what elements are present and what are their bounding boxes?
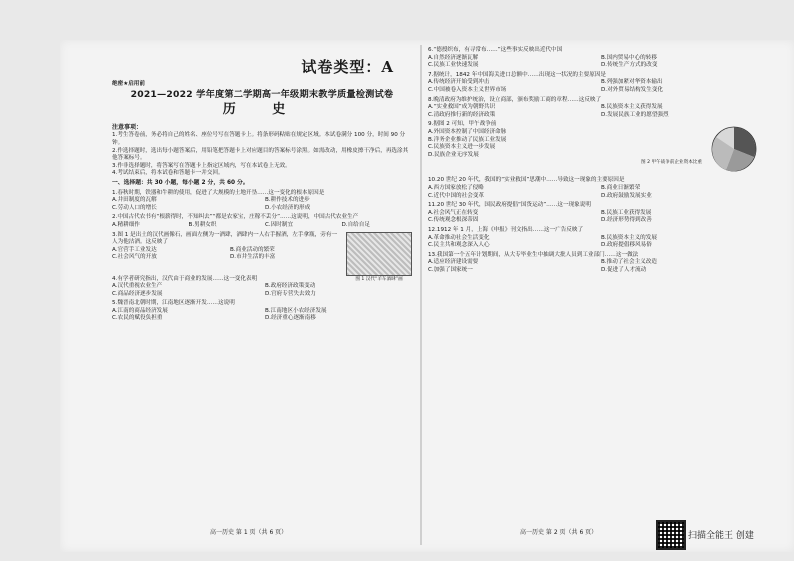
option: B.耕作技术的进步 <box>265 197 310 204</box>
question-stem: 1.春秋时期，铁器和牛耕的使用，促进了大规模的土地开垦……这一变化的根本原因是 <box>112 189 325 196</box>
notice-item: 4.考试结束后，将本试卷和答题卡一并交回。 <box>112 170 224 177</box>
notice-item: 2.作选择题时，选出每小题答案后，用铅笔把答题卡上对应题目的答案标号涂黑。如需改动，用橡皮擦干净后，再选涂其他答案标号。 <box>112 147 409 162</box>
notice-heading: 注意事项： <box>112 123 143 131</box>
option: A.社会风气正在转变 <box>428 209 479 216</box>
option: C.民族资本主义进一步发展 <box>428 144 496 151</box>
option: C.商品经济逐步发展 <box>112 290 163 297</box>
option: B.江南地区小农经济发展 <box>265 307 327 314</box>
pie-chart-figure <box>706 121 762 177</box>
question-stem: 9.据图 2 可知，甲午战争前 <box>428 121 497 128</box>
page-footer-left: 高一历史 第 1 页（共 6 页） <box>210 529 288 536</box>
question <box>428 97 768 120</box>
option: C.农民的赋役负担重 <box>112 315 163 322</box>
option: C.近代中国的社会变革 <box>428 192 485 199</box>
question-stem: 13.我国第一个五年计划期间，从大专毕业生中抽调大批人员到工业部门……这一做法 <box>428 251 639 258</box>
option: D.政府鼓励发展实业 <box>601 192 652 199</box>
exam-title: 2021—2022 学年度第二学期高一年级期末教学质量检测试卷 <box>130 88 394 100</box>
option: C.民主共和观念深入人心 <box>428 242 490 249</box>
question-stem: 6.“德授织布，有寻常布……”这些事实反映出近代中国 <box>428 47 563 53</box>
option: A.传统经济开始受到冲击 <box>428 79 490 86</box>
secret-mark: 绝密★启用前 <box>112 81 145 87</box>
scanner-watermark: 扫描全能王 创建 <box>688 531 754 541</box>
option: C.传统观念根深蒂固 <box>428 217 479 224</box>
question-stem: 4.有学者研究指出，汉代由于商业的发展……这一变化表明 <box>112 275 258 282</box>
option: D.官府专营失去效力 <box>265 290 316 297</box>
option: A.西方国家放松了侵略 <box>428 184 484 191</box>
option: A.汉代重视农业生产 <box>112 283 163 290</box>
option: D.发展民族工业的愿望强烈 <box>601 111 669 118</box>
option: D.对外贸易结构发生变化 <box>601 86 664 93</box>
option: D.政府提倡移风易俗 <box>601 242 652 249</box>
option: C.清政府推行新的经济政策 <box>428 111 496 118</box>
question-stem: 3.图 1 是出土的汉代画像石，画面左侧为一酒肆，酒肆内一人右手握酒，左手拿瓶，旁有一人为他沽酒。这反映了 <box>112 231 338 246</box>
page-footer-right: 高一历史 第 2 页（共 6 页） <box>520 529 598 536</box>
option: D.民族企业无序发展 <box>428 151 479 158</box>
question <box>428 177 768 200</box>
option: C.社会风气的开放 <box>112 254 157 261</box>
question-stem: 5.魏晋南北朝时期，江南地区逐渐开发……这说明 <box>112 300 235 307</box>
option: B.列强加紧对华资本输出 <box>601 79 663 86</box>
question-stem: 8.晚清政府为维护统治，设立商部，颁布奖励工商的章程……这反映了 <box>428 96 602 103</box>
option: B.商业日渐繁荣 <box>601 184 641 191</box>
option: B.推动了社会主义改造 <box>601 259 657 266</box>
question <box>428 47 768 70</box>
question <box>428 227 768 250</box>
option: B.民族资本主义获得发展 <box>601 104 663 111</box>
notice-item: 1.考生答卷前，务必将自己的姓名、座位号写在答题卡上。将条形码粘贴在规定区域。本试卷满分 100 分，时间 90 分钟。 <box>112 132 406 146</box>
question <box>428 121 768 167</box>
subject-title: 历 史 <box>222 102 302 118</box>
question-stem: 2.中国古代农书有“根薪得时，不知纠去”“都是农家宝，庄稼不丢分”……这说明，中国古代农业生产 <box>112 214 359 221</box>
question <box>428 202 768 225</box>
option: D.促进了人才流动 <box>601 266 647 273</box>
option: A.革命推动社会生活变化 <box>428 234 490 241</box>
option: D.经济形势得到改善 <box>601 217 652 224</box>
notice-item: 3.作非选择题时，将答案写在答题卡上指定区域内，写在本试卷上无效。 <box>112 162 291 169</box>
option: B.男耕女织 <box>188 221 217 228</box>
han-relief-image <box>346 232 412 282</box>
option: D.市井生活的丰富 <box>230 254 276 261</box>
option: B.洋务企业推动了民族工业发展 <box>428 136 507 143</box>
right-page <box>428 45 768 274</box>
option: B.国内贸易中心的转移 <box>601 54 657 61</box>
left-page <box>112 45 412 323</box>
option: B.民族资本主义的发展 <box>601 234 657 241</box>
question-stem: 12.1912 年 1 月，上海《申报》刊文指出……这一广告反映了 <box>428 226 584 233</box>
question <box>112 190 412 213</box>
qr-code-icon <box>656 520 686 550</box>
option: A.江南的商品经济发展 <box>112 307 168 314</box>
page-fold-divider <box>420 45 422 545</box>
option: D.自给自足 <box>341 221 370 228</box>
exam-type-label: 试卷类型：A <box>301 58 394 76</box>
section-heading: 一、选择题：共 30 小题，每小题 2 分，共 60 分。 <box>112 179 249 186</box>
option: A.井田制度的瓦解 <box>112 197 157 204</box>
figure-caption: 图 2 甲午战争前企业资本比重 <box>641 160 702 166</box>
option: A.外国资本控制了中国经济命脉 <box>428 128 507 135</box>
option: B.商业活动的繁荣 <box>230 246 275 253</box>
option: D.经济重心逐渐南移 <box>265 315 316 322</box>
question <box>112 214 412 229</box>
question <box>428 72 768 95</box>
question <box>112 300 412 323</box>
option: C.民族工业快速发展 <box>428 62 479 69</box>
pie-chart-svg <box>706 121 762 177</box>
figure-caption: 图 1 汉代“羊车酒肆”画 <box>355 276 403 282</box>
option: C.中国被卷入资本主义世界市场 <box>428 86 507 93</box>
option: C.因时制宜 <box>265 221 294 228</box>
option: A.精耕细作 <box>112 221 140 228</box>
question-stem: 10.20 世纪 20 年代，我国的“实业救国”思潮中……导致这一现象的主要原因是 <box>428 177 625 184</box>
option: C.劳动人口的增长 <box>112 204 157 211</box>
option: D.小农经济的形成 <box>265 204 311 211</box>
question <box>428 252 768 275</box>
option: A.自然经济逐渐瓦解 <box>428 54 479 61</box>
question-stem: 11.20 世纪 30 年代，国民政府提倡“国货运动”……这一现象说明 <box>428 202 591 209</box>
option: B.政府经济政策变动 <box>265 283 316 290</box>
option: B.民族工业获得发展 <box>601 209 652 216</box>
question-stem: 7.据统计，1842 年中国海关进口总额中……出现这一状况的主要原因是 <box>428 71 606 78</box>
option: A.官营手工业发达 <box>112 246 157 253</box>
option: C.加强了国家统一 <box>428 266 473 273</box>
option: A.“实业救国”成为朝野共识 <box>428 104 496 111</box>
option: D.传统生产方式的改变 <box>601 62 658 69</box>
option: A.适应经济建设需要 <box>428 259 479 266</box>
